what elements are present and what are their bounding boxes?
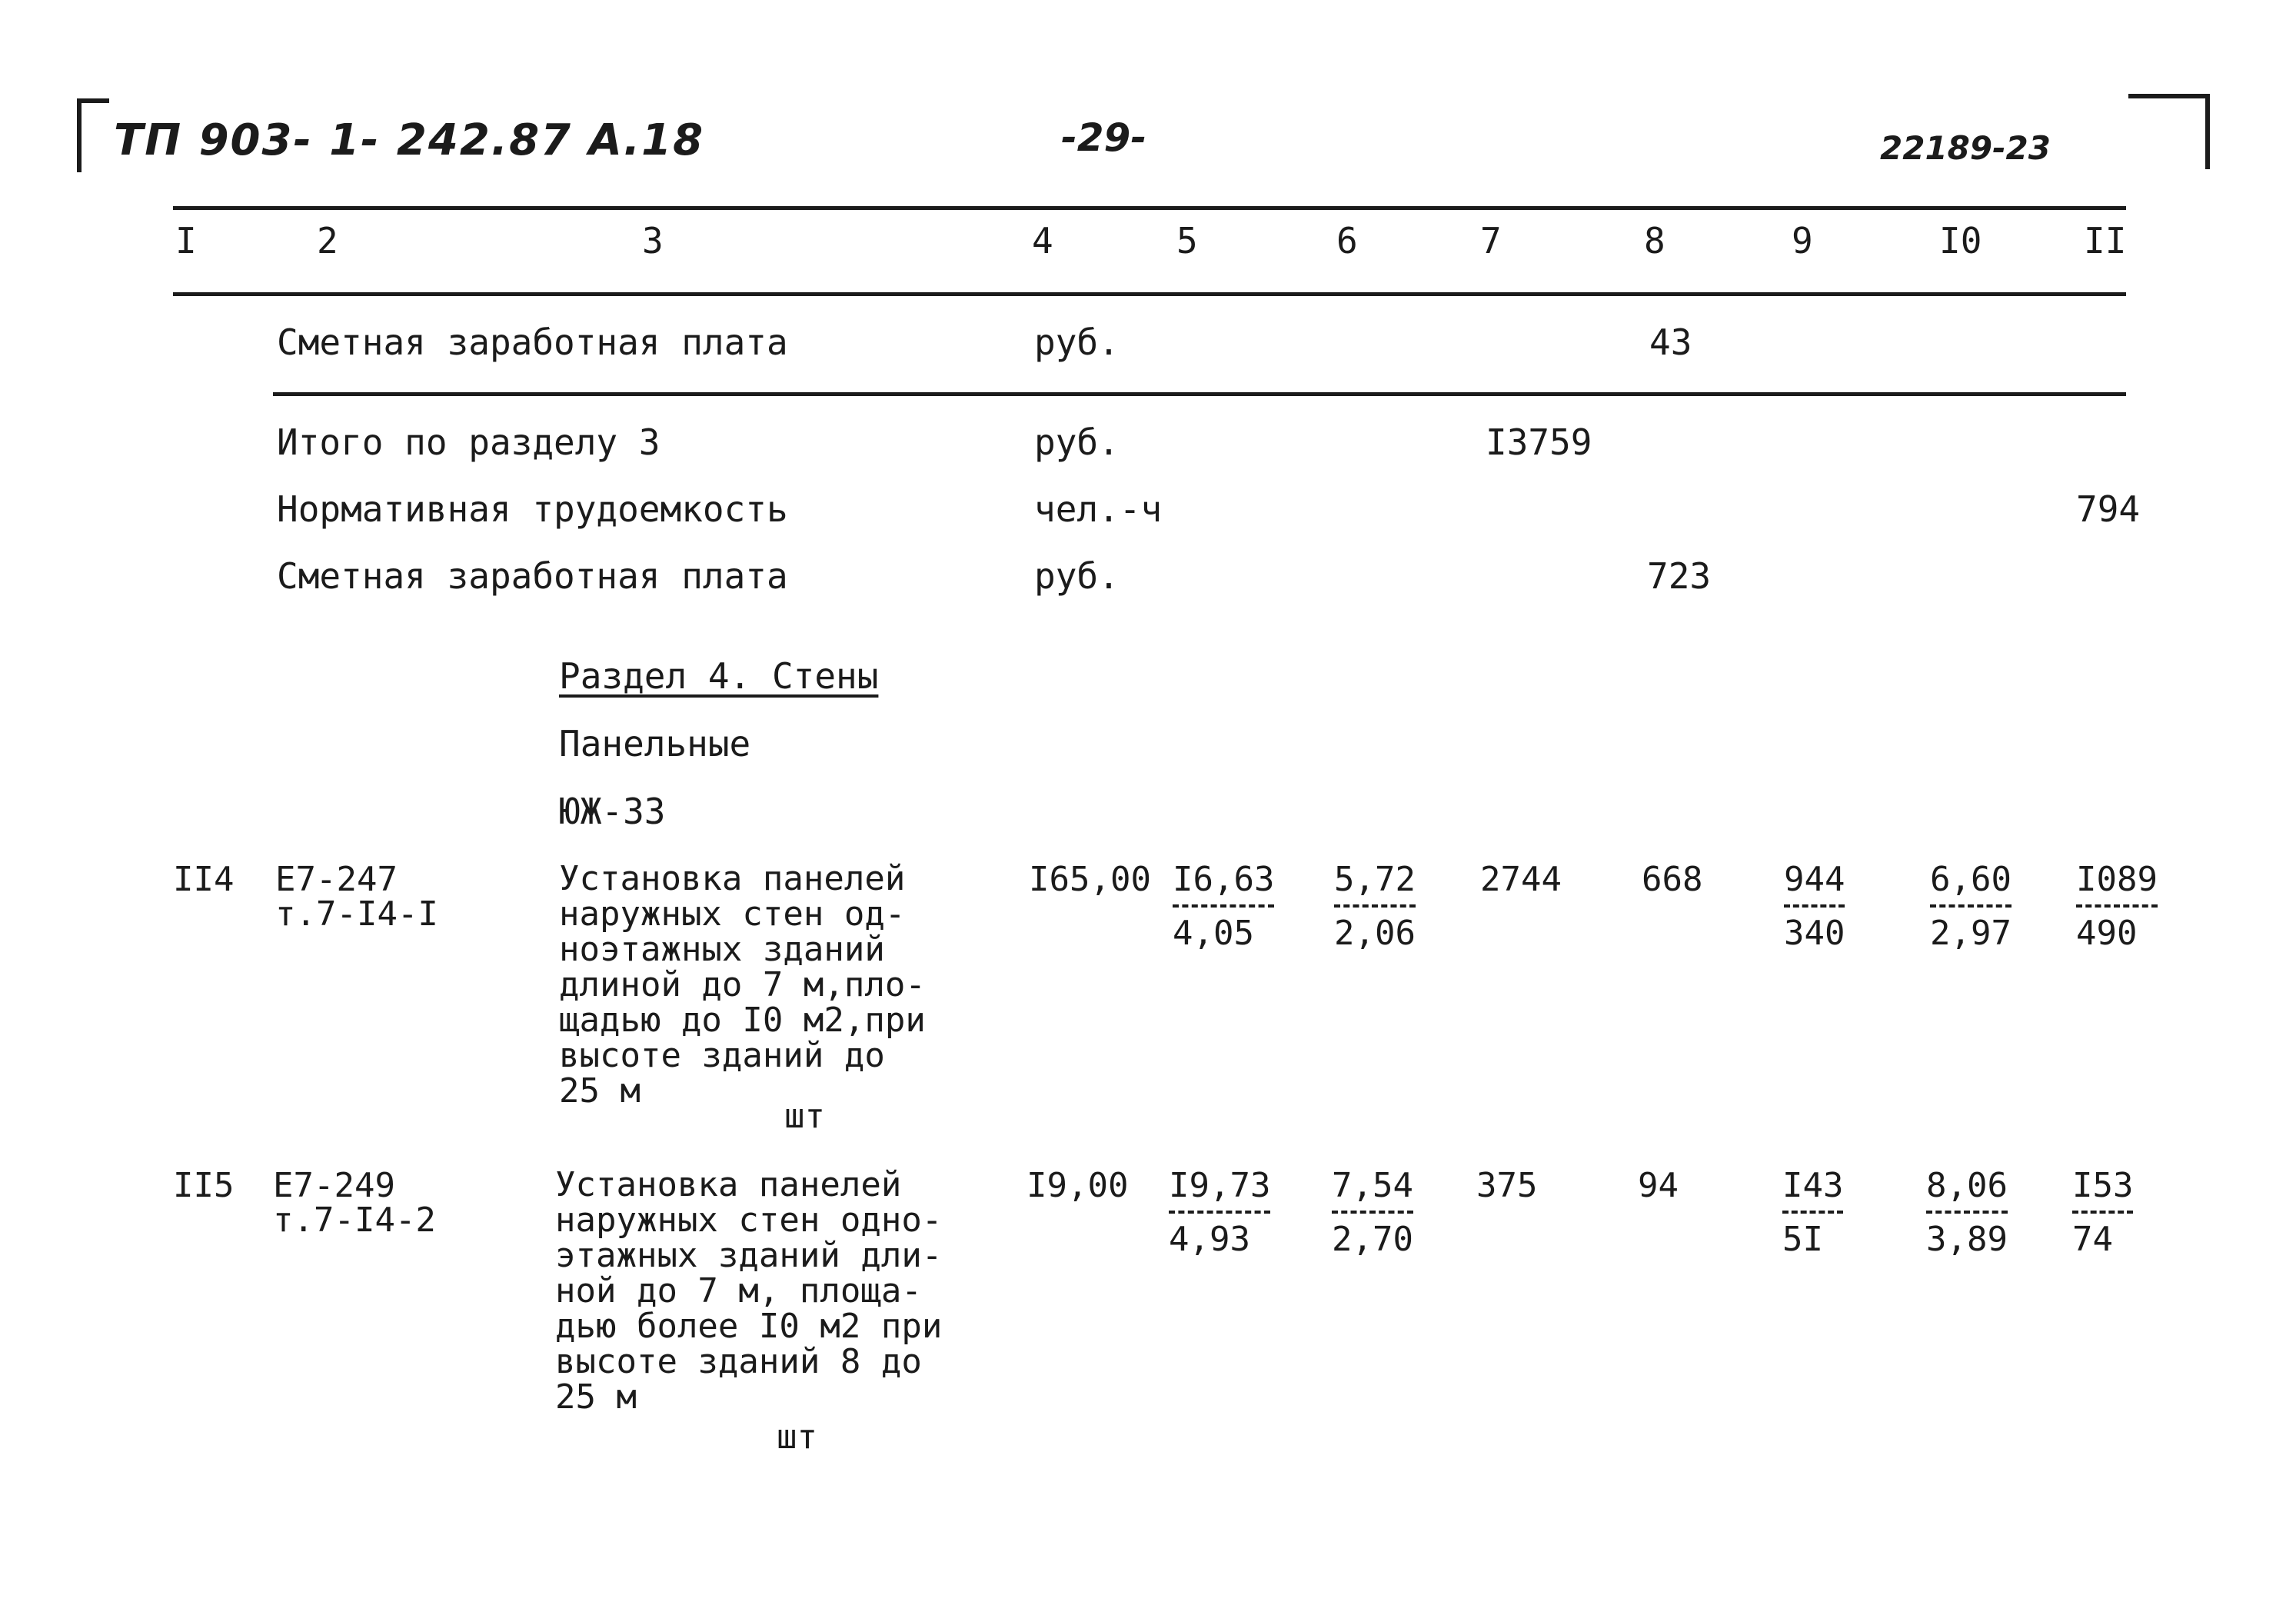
row-col10: [1930, 861, 2011, 952]
column-header-3: 3: [642, 220, 664, 261]
summary-top-value: 43: [1649, 321, 1692, 363]
column-header-9: 9: [1792, 220, 1813, 261]
row-col10-top: 6,60: [1930, 860, 2011, 899]
row-col8: 668: [1642, 860, 1703, 899]
document-number: 22189-23: [1880, 129, 2051, 167]
wage-total-label: Сметная заработная плата: [277, 555, 788, 597]
column-header-8: 8: [1644, 220, 1665, 261]
section-subtitle: Панельные: [559, 723, 751, 764]
section-title: Раздел 4. Стены: [559, 655, 879, 697]
column-header-1: I: [175, 220, 197, 261]
row-col9-bottom: 5I: [1782, 1220, 1823, 1259]
row-code-primary: Е7-249: [273, 1166, 395, 1205]
row-col4: I65,00: [1029, 860, 1151, 899]
fraction-divider: [1173, 904, 1274, 908]
row-unit: шт: [777, 1417, 817, 1457]
row-description: Установка панелей наружных стен одно- этажных зданий дли- ной до 7 м, площа- дью более I0 м2 при высоте зданий 8 до 25 м: [555, 1165, 943, 1417]
labor-intensity-value: 794: [2076, 488, 2141, 530]
labor-intensity-label: Нормативная трудоемкость: [277, 488, 788, 530]
labor-intensity-unit: чел.-ч: [1034, 488, 1163, 530]
row-col5: [1173, 861, 1274, 952]
total-section-unit: руб.: [1034, 421, 1120, 463]
row-col5-top: I9,73: [1169, 1166, 1271, 1205]
row-code-primary: Е7-247: [275, 860, 398, 899]
wage-total-unit: руб.: [1034, 555, 1120, 597]
section-code: ЮЖ-33: [559, 791, 666, 832]
row-col11: [2072, 1167, 2133, 1258]
summary-top-unit: руб.: [1034, 321, 1120, 363]
column-header-10: I0: [1939, 220, 1982, 261]
corner-mark-top-left: [77, 98, 109, 172]
corner-mark-top-right: [2128, 94, 2210, 169]
row-col6-bottom: 2,06: [1334, 914, 1416, 953]
row-col5: [1169, 1167, 1270, 1258]
row-number: II4: [173, 860, 235, 899]
row-col11-bottom: 74: [2072, 1220, 2113, 1259]
column-header-5: 5: [1176, 220, 1198, 261]
row-description: Установка панелей наружных стен од- ноэтажных зданий длиной до 7 м,пло- щадью до I0 м2,при высоте зданий до 25 м: [559, 859, 926, 1111]
fraction-divider: [1926, 1211, 2008, 1214]
row-col10-bottom: 2,97: [1930, 914, 2011, 953]
column-header-2: 2: [317, 220, 338, 261]
row-col6: [1334, 861, 1416, 952]
row-col9: [1782, 1167, 1843, 1258]
row-code-secondary: т.7-I4-2: [273, 1201, 436, 1240]
row-col4: I9,00: [1027, 1166, 1129, 1205]
total-section-label: Итого по разделу 3: [277, 421, 661, 463]
row-col10-top: 8,06: [1926, 1166, 2008, 1205]
row-col10: [1926, 1167, 2008, 1258]
row-col9-top: 944: [1784, 860, 1845, 899]
row-col8: 94: [1638, 1166, 1679, 1205]
fraction-divider: [1332, 1211, 1413, 1214]
row-unit: шт: [784, 1097, 825, 1136]
column-header-6: 6: [1336, 220, 1358, 261]
row-col6-top: 7,54: [1332, 1166, 1413, 1205]
fraction-divider: [1784, 904, 1845, 908]
summary-top-label: Сметная заработная плата: [277, 321, 788, 363]
row-col7: 375: [1476, 1166, 1538, 1205]
column-header-4: 4: [1032, 220, 1053, 261]
document-code: ТП 903- 1- 242.87 А.18: [114, 115, 705, 165]
column-header-11: II: [2084, 220, 2127, 261]
table-top-rule: [173, 206, 2126, 210]
summary-divider-rule: [273, 392, 2126, 396]
row-col9-top: I43: [1782, 1166, 1844, 1205]
header-bottom-rule: [173, 292, 2126, 296]
fraction-divider: [1334, 904, 1416, 908]
wage-total-value: 723: [1647, 555, 1712, 597]
row-col11: [2076, 861, 2158, 952]
row-col7: 2744: [1480, 860, 1562, 899]
row-col10-bottom: 3,89: [1926, 1220, 2008, 1259]
row-col5-bottom: 4,93: [1169, 1220, 1250, 1259]
row-number: II5: [173, 1166, 235, 1205]
row-col11-bottom: 490: [2076, 914, 2138, 953]
fraction-divider: [2072, 1211, 2133, 1214]
row-col9: [1784, 861, 1845, 952]
fraction-divider: [1782, 1211, 1843, 1214]
row-col6-top: 5,72: [1334, 860, 1416, 899]
page-number: -29-: [1061, 115, 1147, 160]
fraction-divider: [1169, 1211, 1270, 1214]
row-col5-top: I6,63: [1173, 860, 1275, 899]
row-col5-bottom: 4,05: [1173, 914, 1254, 953]
fraction-divider: [2076, 904, 2158, 908]
total-section-value: I3759: [1486, 421, 1592, 463]
column-header-7: 7: [1480, 220, 1502, 261]
row-col9-bottom: 340: [1784, 914, 1845, 953]
row-col6-bottom: 2,70: [1332, 1220, 1413, 1259]
row-col6: [1332, 1167, 1413, 1258]
row-col11-top: I089: [2076, 860, 2158, 899]
fraction-divider: [1930, 904, 2011, 908]
row-code-secondary: т.7-I4-I: [275, 894, 438, 934]
row-col11-top: I53: [2072, 1166, 2134, 1205]
